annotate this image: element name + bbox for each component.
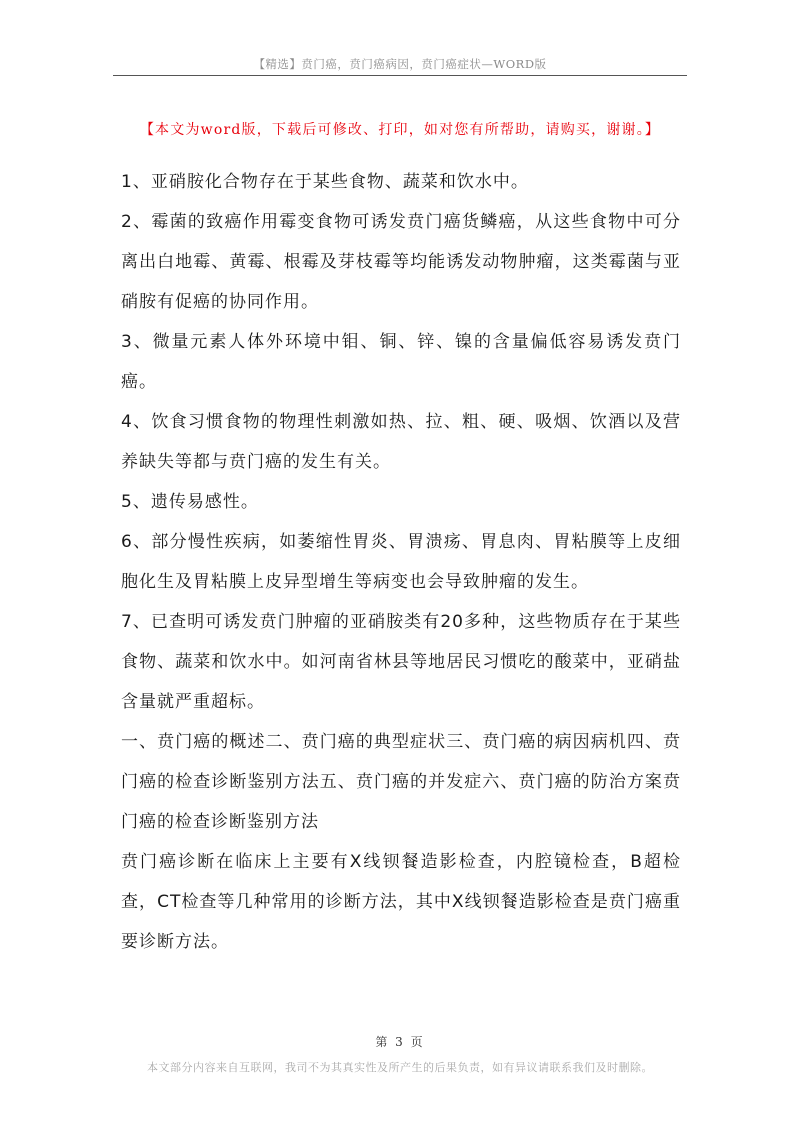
paragraph-8: 一、贲门癌的概述二、贲门癌的典型症状三、贲门癌的病因病机四、贲门癌的检查诊断鉴别方法五、贲门癌的并发症六、贲门癌的防治方案贲门癌的检查诊断鉴别方法 bbox=[121, 732, 681, 832]
paragraph-1: 1、亚硝胺化合物存在于某些食物、蔬菜和饮水中。 bbox=[121, 172, 529, 192]
paragraph-6: 6、部分慢性疾病，如萎缩性胃炎、胃溃疡、胃息肉、胃粘膜等上皮细胞化生及胃粘膜上皮异型增生等病变也会导致肿瘤的发生。 bbox=[121, 532, 681, 592]
page-header: 【精选】贲门癌，贲门癌病因，贲门癌症状—WORD版 bbox=[253, 57, 547, 71]
footer-disclaimer: 本文部分内容来自互联网，我司不为其真实性及所产生的后果负责，如有异议请联系我们及时删除。 bbox=[147, 1061, 653, 1074]
paragraph-9: 贲门癌诊断在临床上主要有X线钡餐造影检查，内腔镜检查，B超检查，CT检查等几种常用的诊断方法，其中X线钡餐造影检查是贲门癌重要诊断方法。 bbox=[121, 852, 681, 952]
paragraph-4: 4、饮食习惯食物的物理性刺激如热、拉、粗、硬、吸烟、饮酒以及营养缺失等都与贲门癌的发生有关。 bbox=[121, 412, 681, 472]
paragraph-3: 3、微量元素人体外环境中钼、铜、锌、镍的含量偏低容易诱发贲门癌。 bbox=[121, 332, 681, 392]
header-divider bbox=[113, 75, 687, 76]
download-notice: 【本文为word版，下载后可修改、打印，如对您有所帮助，请购买，谢谢。】 bbox=[139, 122, 661, 138]
page-number: 第 3 页 bbox=[375, 1035, 425, 1049]
paragraph-7: 7、已查明可诱发贲门肿瘤的亚硝胺类有20多种，这些物质存在于某些食物、蔬菜和饮水中。如河南省林县等地居民习惯吃的酸菜中，亚硝盐含量就严重超标。 bbox=[121, 612, 681, 712]
paragraph-5: 5、遗传易感性。 bbox=[121, 492, 259, 512]
paragraph-2: 2、霉菌的致癌作用霉变食物可诱发贲门癌货鳞癌，从这些食物中可分离出白地霉、黄霉、根霉及芽枝霉等均能诱发动物肿瘤，这类霉菌与亚硝胺有促癌的协同作用。 bbox=[121, 212, 681, 312]
document-body bbox=[121, 162, 681, 962]
